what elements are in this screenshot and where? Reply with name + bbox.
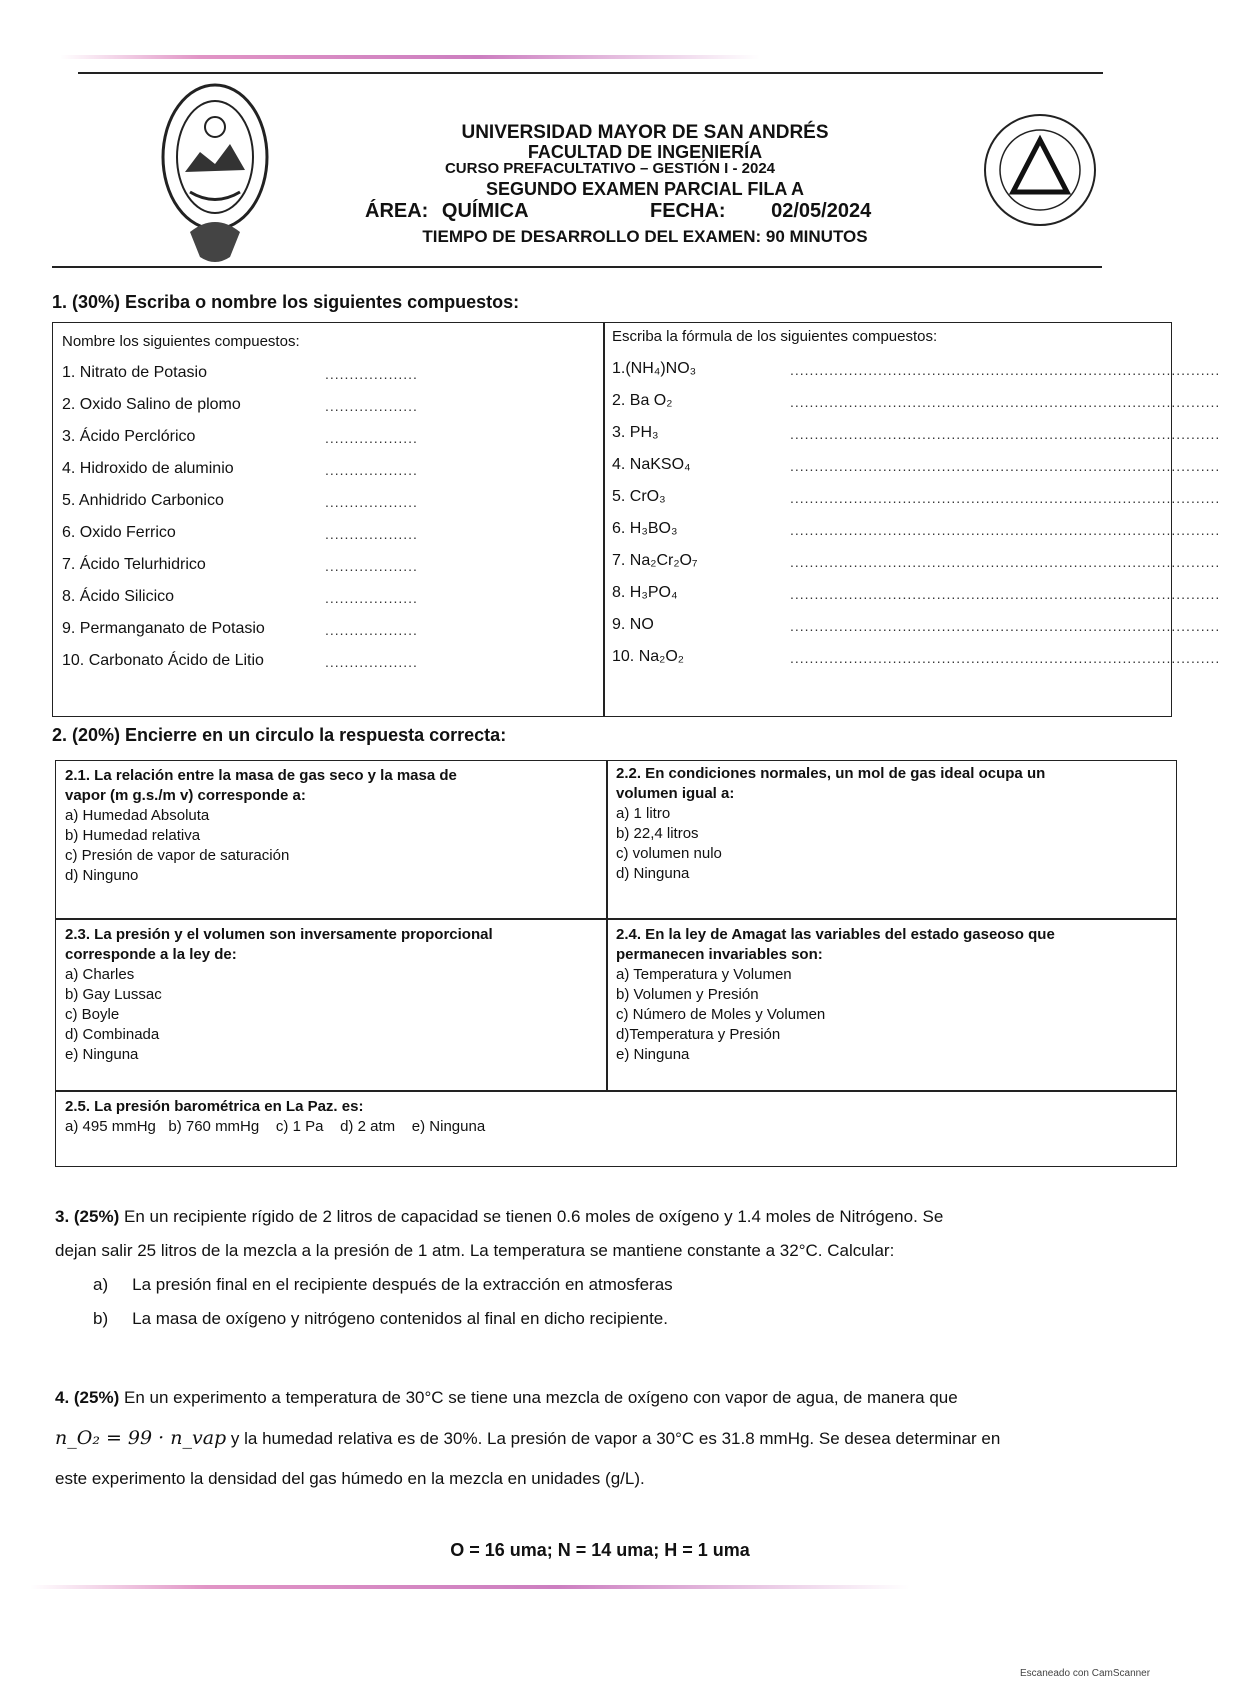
faculty-name: FACULTAD DE INGENIERÍA <box>527 142 763 162</box>
q1-left-header: Nombre los siguientes compuestos: <box>62 333 300 350</box>
q3-a-text: La presión final en el recipiente después de la extracción en atmosferas <box>132 1275 673 1294</box>
q1-left-answer-blank[interactable]: ................... <box>325 398 418 414</box>
q1-right-answer-blank[interactable]: ........................................................................................ <box>790 490 1221 506</box>
q1-left-answer-blank[interactable]: ................... <box>325 494 418 510</box>
q1-left-item: 1. Nitrato de Potasio <box>62 364 207 381</box>
q2-1-option[interactable]: d) Ninguno <box>65 867 139 884</box>
q2-2-option[interactable]: b) 22,4 litros <box>616 825 699 842</box>
q2-3 <box>65 925 493 1065</box>
q2-divider <box>606 760 608 1090</box>
q1-left-item: 8. Ácido Silicico <box>62 588 175 605</box>
q2-5-options[interactable]: a) 495 mmHg b) 760 mmHg c) 1 Pa d) 2 atm e) Ninguna <box>65 1118 486 1135</box>
q1-right-answer-blank[interactable]: ........................................................................................ <box>790 458 1221 474</box>
q2-4-option[interactable]: c) Número de Moles y Volumen <box>616 1006 826 1023</box>
q2-1 <box>65 766 457 886</box>
q2-3-option[interactable]: c) Boyle <box>65 1006 120 1023</box>
exam-duration: TIEMPO DE DESARROLLO DEL EXAMEN: 90 MINUTOS <box>422 227 868 246</box>
q2-2 <box>616 764 1045 884</box>
q2-3-stem2: corresponde a la ley de: <box>65 946 237 963</box>
q1-left-item: 2. Oxido Salino de plomo <box>62 396 241 413</box>
q1-left-answer-blank[interactable]: ................... <box>325 622 418 638</box>
q2-4-stem2: permanecen invariables son: <box>616 946 823 963</box>
area-value: QUÍMICA <box>441 200 529 222</box>
q4-line3: este experimento la densidad del gas húmedo en la mezcla en unidades (g/L). <box>55 1469 645 1488</box>
q1-right-answer-blank[interactable]: ........................................................................................ <box>790 362 1221 378</box>
q2-1-option[interactable]: c) Presión de vapor de saturación <box>65 847 290 864</box>
area-label: ÁREA: <box>365 200 429 222</box>
q2-4-option[interactable]: e) Ninguna <box>616 1046 690 1063</box>
q4-line2: y la humedad relativa es de 30%. La presión de vapor a 30°C es 31.8 mmHg. Se desea determinar en <box>230 1429 1001 1448</box>
scan-edge-top <box>60 55 760 59</box>
q1-right-item: 6. H₃BO₃ <box>612 520 678 537</box>
q3 <box>55 1200 1175 1336</box>
q2-2-stem2: volumen igual a: <box>616 785 735 802</box>
q1-right-answer-blank[interactable]: ........................................................................................ <box>790 650 1221 666</box>
q1-left-item: 4. Hidroxido de aluminio <box>62 460 234 477</box>
q2-1-option[interactable]: a) Humedad Absoluta <box>65 807 210 824</box>
q3-b-label: b) <box>93 1309 109 1328</box>
q2-1-stem1: 2.1. La relación entre la masa de gas seco y la masa de <box>65 767 457 784</box>
q2-4 <box>616 925 1055 1065</box>
q1-right-item: 3. PH₃ <box>612 424 659 441</box>
q1-right-item: 5. CrO₃ <box>612 488 666 505</box>
q1-left-answer-blank[interactable]: ................... <box>325 558 418 574</box>
q2-1-option[interactable]: b) Humedad relativa <box>65 827 201 844</box>
q4-formula: n_O₂ = 99 · n_vap <box>55 1427 227 1449</box>
q3-line1: En un recipiente rígido de 2 litros de capacidad se tienen 0.6 moles de oxígeno y 1.4 moles de Nitrógeno. Se <box>123 1207 944 1226</box>
date-value: 02/05/2024 <box>771 200 872 222</box>
q2-3-option[interactable]: a) Charles <box>65 966 135 983</box>
header-bottom-rule <box>52 266 1102 268</box>
area-row <box>365 200 529 223</box>
q1-left-item: 10. Carbonato Ácido de Litio <box>62 652 264 669</box>
q3-b-text: La masa de oxígeno y nitrógeno contenidos al final en dicho recipiente. <box>132 1309 668 1328</box>
q1-right-answer-blank[interactable]: ........................................................................................ <box>790 394 1221 410</box>
course-name: CURSO PREFACULTATIVO – GESTIÓN I - 2024 <box>444 160 776 177</box>
q1-right-answer-blank[interactable]: ........................................................................................ <box>790 522 1221 538</box>
q1-right-item: 4. NaKSO₄ <box>612 456 691 473</box>
scanner-watermark: Escaneado con CamScanner <box>1020 1668 1151 1679</box>
q1-left-item: 6. Oxido Ferrico <box>62 524 176 541</box>
q1-left-item: 9. Permanganato de Potasio <box>62 620 265 637</box>
q1-divider <box>603 322 605 717</box>
university-name: UNIVERSIDAD MAYOR DE SAN ANDRÉS <box>461 122 829 143</box>
q1-right-answer-blank[interactable]: ........................................................................................ <box>790 426 1221 442</box>
q1-right-answer-blank[interactable]: ........................................................................................ <box>790 554 1221 570</box>
q3-a-label: a) <box>93 1275 109 1294</box>
q1-right-answer-blank[interactable]: ........................................................................................ <box>790 586 1221 602</box>
exam-title: SEGUNDO EXAMEN PARCIAL FILA A <box>485 179 804 199</box>
q2-4-option[interactable]: a) Temperatura y Volumen <box>616 966 792 983</box>
q1-left-item: 5. Anhidrido Carbonico <box>62 492 224 509</box>
scan-edge-bottom <box>30 1585 910 1589</box>
q1-right-header: Escriba la fórmula de los siguientes compuestos: <box>612 328 938 345</box>
q1-left-answer-blank[interactable]: ................... <box>325 590 418 606</box>
q2-title: 2. (20%) Encierre en un circulo la respuesta correcta: <box>52 725 507 745</box>
q2-3-stem1: 2.3. La presión y el volumen son inversamente proporcional <box>65 926 493 943</box>
q2-5 <box>65 1097 485 1137</box>
date-row <box>650 200 871 223</box>
q1-right-item: 10. Na₂O₂ <box>612 648 685 665</box>
q4-title: 4. (25%) <box>55 1388 120 1407</box>
q1-right-item: 9. NO <box>612 616 654 633</box>
q1-left-answer-blank[interactable]: ................... <box>325 526 418 542</box>
q1-title: 1. (30%) Escriba o nombre los siguientes compuestos: <box>52 292 520 312</box>
q1-right-item: 2. Ba O₂ <box>612 392 673 409</box>
q2-4-stem1: 2.4. En la ley de Amagat las variables del estado gaseoso que <box>616 926 1055 943</box>
q2-row-divider-2 <box>55 1090 1177 1092</box>
date-label: FECHA: <box>650 200 726 222</box>
q4-line1: En un experimento a temperatura de 30°C se tiene una mezcla de oxígeno con vapor de agua, de manera que <box>123 1388 958 1407</box>
q2-2-option[interactable]: d) Ninguna <box>616 865 690 882</box>
q1-right-item: 7. Na₂Cr₂O₇ <box>612 552 698 569</box>
q2-3-option[interactable]: b) Gay Lussac <box>65 986 162 1003</box>
q2-3-option[interactable]: e) Ninguna <box>65 1046 139 1063</box>
q1-right-item: 1.(NH₄)NO₃ <box>612 360 697 377</box>
q2-2-stem1: 2.2. En condiciones normales, un mol de gas ideal ocupa un <box>616 765 1046 782</box>
q3-title: 3. (25%) <box>55 1207 120 1226</box>
q1-left-item: 7. Ácido Telurhidrico <box>62 556 206 573</box>
q1-left-answer-blank[interactable]: ................... <box>325 366 418 382</box>
prefacultativo-seal <box>975 110 1105 230</box>
q3-line2: dejan salir 25 litros de la mezcla a la presión de 1 atm. La temperatura se mantiene constante a 32°C. Calcular: <box>55 1241 895 1260</box>
q2-4-option[interactable]: d)Temperatura y Presión <box>616 1026 781 1043</box>
q1-right-answer-blank[interactable]: ........................................................................................ <box>790 618 1221 634</box>
q2-2-option[interactable]: c) volumen nulo <box>616 845 722 862</box>
q1-right-item: 8. H₃PO₄ <box>612 584 678 601</box>
q2-4-option[interactable]: b) Volumen y Presión <box>616 986 759 1003</box>
q2-3-option[interactable]: d) Combinada <box>65 1026 160 1043</box>
q2-1-stem2: vapor (m g.s./m v) corresponde a: <box>65 787 306 804</box>
q2-2-option[interactable]: a) 1 litro <box>616 805 671 822</box>
q4 <box>55 1378 1175 1499</box>
q2-row-divider-1 <box>55 918 1177 920</box>
q2-5-stem: 2.5. La presión barométrica en La Paz. es: <box>65 1098 364 1115</box>
q1-left-item: 3. Ácido Perclórico <box>62 428 196 445</box>
q1-left-answer-blank[interactable]: ................... <box>325 462 418 478</box>
q1-left-answer-blank[interactable]: ................... <box>325 654 418 670</box>
q1-left-answer-blank[interactable]: ................... <box>325 430 418 446</box>
header-top-rule <box>78 72 1103 74</box>
atomic-masses: O = 16 uma; N = 14 uma; H = 1 uma <box>450 1540 750 1560</box>
